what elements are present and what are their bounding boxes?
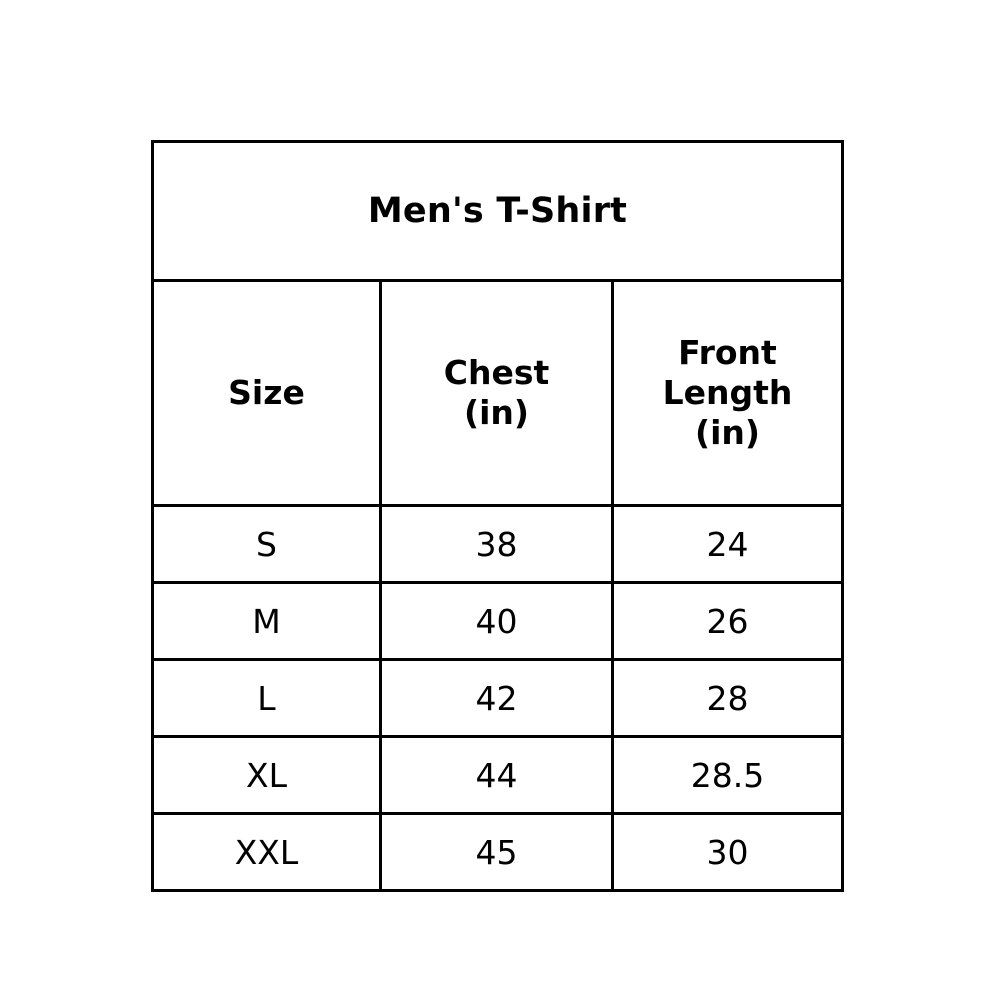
size-chart-table <box>151 140 844 892</box>
column-header-chest-line-2: (in) <box>464 393 529 432</box>
cell-chest: 42 <box>381 660 613 737</box>
cell-chest: 44 <box>381 737 613 814</box>
cell-front-length: 28 <box>613 660 843 737</box>
column-header-front-length-line-1: Front <box>678 332 777 372</box>
column-header-front-length-line-2: Length <box>662 372 793 412</box>
cell-front-length: 28.5 <box>613 737 843 814</box>
cell-front-length: 30 <box>613 814 843 891</box>
cell-chest: 45 <box>381 814 613 891</box>
column-header-front-length-line-3: (in) <box>695 413 760 453</box>
table-row <box>153 506 843 583</box>
cell-front-length: 26 <box>613 583 843 660</box>
table-row <box>153 660 843 737</box>
column-header-chest <box>381 281 613 506</box>
table-title-row <box>153 142 843 281</box>
column-header-size-line-1: Size <box>228 372 305 412</box>
cell-size: XXL <box>153 814 381 891</box>
table-row <box>153 814 843 891</box>
cell-size: XL <box>153 737 381 814</box>
page-title: Men's T-Shirt <box>153 142 843 281</box>
column-header-chest-line-1: Chest <box>443 352 550 392</box>
column-header-front-length <box>613 281 843 506</box>
cell-size: M <box>153 583 381 660</box>
cell-front-length: 24 <box>613 506 843 583</box>
cell-chest: 40 <box>381 583 613 660</box>
table-row <box>153 737 843 814</box>
table-row <box>153 583 843 660</box>
cell-size: L <box>153 660 381 737</box>
table-header-row <box>153 281 843 506</box>
cell-size: S <box>153 506 381 583</box>
cell-chest: 38 <box>381 506 613 583</box>
column-header-size <box>153 281 381 506</box>
